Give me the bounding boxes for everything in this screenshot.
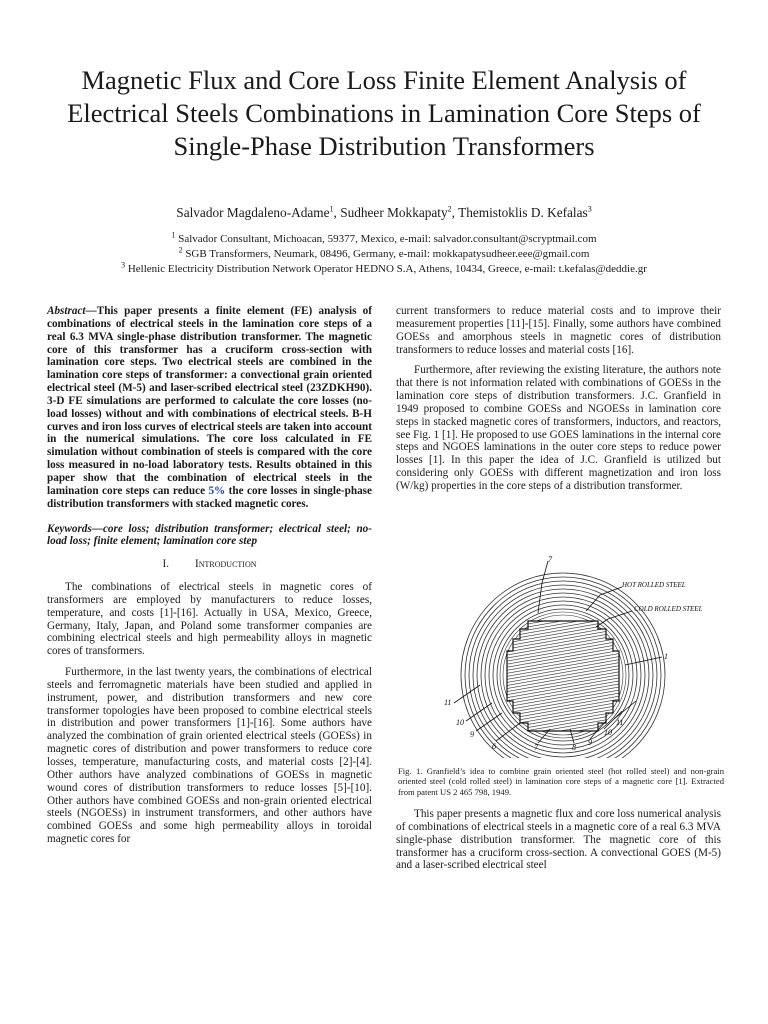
author-name: Sudheer Mokkapaty [340,205,448,220]
abstract-text: —This paper presents a finite element (FE) analysis of combinations of electrical steels in the lamination core steps of a real 6.3 MVA single-phase distribution transformer. The magnetic core of this transformer has a cruciform cross-section with lamination core steps. Two electrical steels are combined in the lamination core steps of transformer: a convectional grain oriented electrical steel (M-5) and laser-scribed electrical steel (23ZDKH90). 3-D FE simulations are performed to calculate the core losses (no-load losses) without and with combinations of electrical steels. B-H curves and iron loss curves of electrical steels are taken into account in the numerical simulations. The core loss calculated in FE simulation without combination of steels is compared with the core loss measured in no-load laboratory tests. Results obtained in this paper show that the combination of electrical steels in the lamination core steps can reduce [47,305,372,497]
fig-label: 1 [664,652,668,661]
fig-label-hot: HOT ROLLED STEEL [622,581,686,589]
affiliation-sup: 3 [121,260,126,270]
paper-title: Magnetic Flux and Core Loss Finite Element Analysis of Electrical Steels Combinations in Lamination Core Steps of Single-Phase Distribution Transformers [67,65,701,161]
author-name: Themistoklis D. Kefalas [458,205,588,220]
fig-label: 10 [604,728,612,737]
author-sup: 2 [447,204,452,214]
abstract-tail: the core losses in single-phase distribution transformers with stacked magnetic cores. [47,484,372,510]
fig-label: 7 [548,555,552,564]
paragraph: Furthermore, after reviewing the existing literature, the authors note that there is not information related with combinations of GOESs in the lamination core steps of distribution transformers. J.C. Granfield in 1949 proposed to combine GOESs and NGOESs in lamination core steps in stacked magnetic cores of transformers, inductors, and reactors, see Fig. 1 [1]. He proposed to use GOES laminations in the internal core steps and NGOES laminations in the outer core steps to reduce power losses [1]. In this paper the idea of J.C. Granfield is utilized but considering only GOESs with different magnetization and iron loss (W/kg) properties in the core steps of a distribution transformer. [396,364,721,492]
abstract [47,305,372,511]
affiliation [40,260,728,275]
author-name: Salvador Magdaleno-Adame [176,205,330,220]
fig-label: 8 [572,743,576,752]
affiliation-sup: 1 [171,230,176,240]
keywords [47,523,372,549]
section-title: Introduction [195,558,257,571]
section-heading [47,558,372,571]
abstract-highlight: 5% [208,484,226,497]
abstract-lead: Abstract [47,305,86,317]
fig-label-cold: COLD ROLLED STEEL [634,605,703,613]
affiliation-text: Hellenic Electricity Distribution Network Operator HEDNO S.A, Athens, 10434, Greece, e-mail: t.kefalas@deddie.gr [127,263,647,275]
fig-label: 7 [534,743,538,752]
figure-caption: Fig. 1. Granfield’s idea to combine grain oriented steel (hot rolled steel) and non-grain oriented steel (cold rolled steel) in lamination core steps of a magnetic core [1]. Extracted from patent US 2 465 798, 1949. [398,766,724,797]
fig-label: 11 [444,698,452,707]
paragraph: current transformers to reduce material costs and to improve their measurement properties [11]-[15]. Finally, some authors have combined GOESs and amorphous steels in magnetic cores of distribution transformers to reduce losses and material costs [16]. [396,305,721,356]
affiliation [40,230,728,245]
keywords-lead: Keywords [47,522,92,535]
right-column-bottom [396,808,721,880]
paragraph: This paper presents a magnetic flux and core loss numerical analysis of combinations of electrical steels in a magnetic core of a real 6.3 MVA single-phase distribution transformer. The magnetic core of this transformer has a cruciform cross-section. A convectional GOES (M-5) and a laser-scribed electrical steel [396,808,721,872]
fig-label: 9 [588,738,592,747]
section-number: I. [162,558,170,571]
affiliation-text: SGB Transformers, Neumark, 08496, Germany, e-mail: mokkapatysudheer.eee@gmail.com [185,248,590,260]
affiliation-text: Salvador Consultant, Michoacan, 59377, Mexico, e-mail: salvador.consultant@scryptmail.com [178,233,597,245]
fig-label: 9 [470,730,474,739]
paragraph: Furthermore, in the last twenty years, the combinations of electrical steels and ferromagnetic materials have been studied and applied in instrument, power, and distribution transformers and new core transformer topologies have been proposed to combine electrical steels in distribution and power transformers [1]-[16]. Some authors have analyzed the combination of grain oriented electrical steels (GOESs) in magnetic cores of distribution and power transformers to reduce core losses, temperature, manufacturing costs, and material costs [2]-[4]. Other authors have analyzed combinations of GOESs in magnetic wound cores of distribution transformers to reduce losses [5]-[10]. Other authors have combined GOESs and non-grain oriented electrical steels (NGOESs) in instrument transformers, and other authors have combined GOESs and some high permeability alloys in toroidal magnetic cores for [47,666,372,846]
keywords-text: —core loss; distribution transformer; electrical steel; no-load loss; finite element; lamination core step [47,522,372,548]
author-sup: 3 [587,204,592,214]
left-column [47,305,372,854]
affiliation [40,245,728,260]
figure-granfield-core [410,553,716,758]
affiliation-sup: 2 [178,245,183,255]
author-line: Salvador Magdaleno-Adame$^1$, Sudheer Mokkapaty$^2$, Themistoklis D. Kefalas$^3$ [176,204,592,220]
hatched-laminations [505,619,624,733]
right-column-top [396,305,721,501]
fig-label: 11 [616,718,624,727]
paragraph: The combinations of electrical steels in magnetic cores of transformers are employed by manufacturers to reduce losses, temperature, and costs [1]-[16]. Actually in USA, Mexico, Greece, Germany, Italy, Japan, and Poland some transformer companies are combining electrical steels and high permeability alloys in magnetic cores of transformers. [47,581,372,658]
fig-label: 6 [492,742,496,751]
author-sup: 1 [329,204,334,214]
fig-label: 10 [456,718,464,727]
